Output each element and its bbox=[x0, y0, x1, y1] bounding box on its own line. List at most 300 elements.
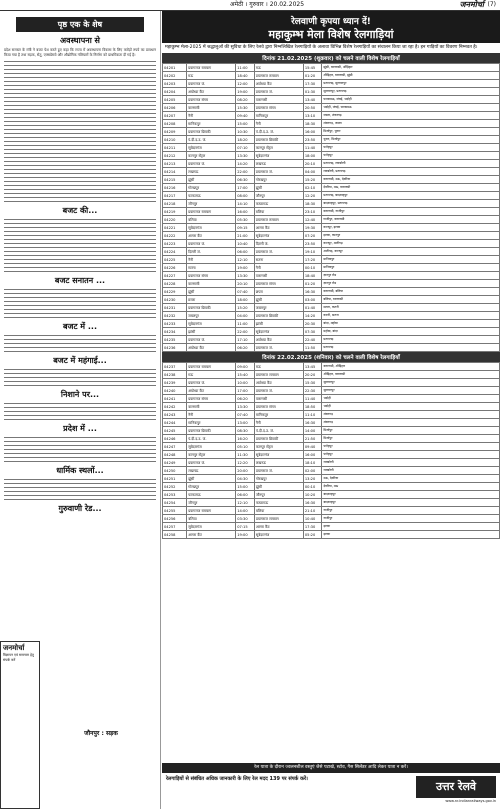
section-title: बजट में महंगाई... bbox=[53, 355, 107, 365]
table-cell: मऊ bbox=[187, 72, 236, 80]
table-cell: 08:00 bbox=[236, 192, 255, 200]
table-cell: 04233 bbox=[163, 320, 187, 328]
table-cell: महोबा, बांदा bbox=[322, 328, 500, 336]
table-cell: छपरा bbox=[187, 296, 236, 304]
website: www.nr.indianrailways.gov.in bbox=[445, 799, 496, 803]
table-cell: 01:20 bbox=[303, 280, 322, 288]
table-cell: झूंसी bbox=[254, 483, 303, 491]
table-row bbox=[163, 387, 500, 395]
table-cell: 04220 bbox=[163, 216, 187, 224]
table-cell: 10:40 bbox=[303, 515, 322, 523]
ad-text: विज्ञापन एवं समाचार हेतु संपर्क करें bbox=[3, 653, 34, 662]
table-row bbox=[163, 104, 500, 112]
table-cell: अयोध्या कैंट bbox=[254, 80, 303, 88]
table-cell: नैनी bbox=[254, 120, 303, 128]
table-cell: मऊ bbox=[187, 371, 236, 379]
table-cell: प्रयागराज जं. bbox=[254, 467, 303, 475]
table-cell: 04:30 bbox=[236, 475, 255, 483]
table-cell: जबलपुर bbox=[187, 312, 236, 320]
table-cell: मऊ bbox=[254, 363, 303, 371]
table-cell: मऊ, देवरिया bbox=[322, 475, 500, 483]
table-cell: आगरा कैंट bbox=[254, 224, 303, 232]
table-cell: वाराणसी bbox=[254, 96, 303, 104]
table-cell: 04235 bbox=[163, 336, 187, 344]
table-cell: आगरा कैंट bbox=[254, 523, 303, 531]
table-cell: भदोही bbox=[322, 403, 500, 411]
table-cell: 15:45 bbox=[303, 64, 322, 72]
table-cell: 04243 bbox=[163, 411, 187, 419]
table-cell: रायबरेली, प्रतापगढ़ bbox=[322, 168, 500, 176]
table-cell: मानिकपुर bbox=[254, 112, 303, 120]
table-row bbox=[163, 523, 500, 531]
table-cell: 06:00 bbox=[236, 248, 255, 256]
table-cell: सूबेदारगंज bbox=[254, 152, 303, 160]
table-cell: 15:30 bbox=[303, 379, 322, 387]
table-cell: पं.दी.द.उ. जं. bbox=[254, 427, 303, 435]
advertisement bbox=[0, 641, 40, 809]
table-cell: 14:00 bbox=[236, 507, 255, 515]
table-cell: 02:00 bbox=[303, 467, 322, 475]
table-cell: जौनपुर bbox=[254, 491, 303, 499]
table-cell: गोरखपुर bbox=[254, 475, 303, 483]
table-cell: 04219 bbox=[163, 208, 187, 216]
table-cell: कानपुर सेंट्रल bbox=[254, 443, 303, 451]
table-cell: 04258 bbox=[163, 531, 187, 539]
table-cell: 04217 bbox=[163, 192, 187, 200]
table-cell: 04202 bbox=[163, 72, 187, 80]
table-row bbox=[163, 256, 500, 264]
section-title: बजट की... bbox=[62, 205, 98, 215]
table-cell: 04255 bbox=[163, 507, 187, 515]
table-cell: 19:10 bbox=[303, 248, 322, 256]
table-cell: 18:10 bbox=[303, 459, 322, 467]
page-header bbox=[0, 0, 500, 11]
section-title: गुरुवाणी रेड... bbox=[58, 503, 102, 513]
table-cell: प्रयागराज जं. bbox=[254, 88, 303, 96]
table-cell: 18:50 bbox=[303, 403, 322, 411]
table-cell: दिल्ली जं. bbox=[254, 240, 303, 248]
table-cell: प्रयागराज जं. bbox=[254, 248, 303, 256]
table-cell: 20:10 bbox=[303, 160, 322, 168]
table-row bbox=[163, 64, 500, 72]
table-cell: प्रयागराज जं. bbox=[254, 168, 303, 176]
table-cell: मानिकपुर bbox=[322, 264, 500, 272]
table-cell: अयोध्या कैंट bbox=[187, 88, 236, 96]
section-title: जौनपुर : सड़क bbox=[84, 730, 118, 737]
table-row bbox=[163, 296, 500, 304]
table-cell: ज्ञानपुर रोड bbox=[322, 272, 500, 280]
table-cell: सुल्तानपुर, प्रतापगढ़ bbox=[322, 88, 500, 96]
section-header: दिनांक 22.02.2025 (शनिवार) को चलने वाली विशेष रेलगाड़ियाँ bbox=[162, 352, 500, 362]
table-cell: 04222 bbox=[163, 232, 187, 240]
table-cell: प्रतापगढ़, सुल्तानपुर bbox=[322, 80, 500, 88]
table-cell: 04252 bbox=[163, 483, 187, 491]
table-cell: 04216 bbox=[163, 184, 187, 192]
table-cell: 08:30 bbox=[236, 427, 255, 435]
table-cell: जौनपुर bbox=[254, 192, 303, 200]
table-cell: शंकरगढ़ bbox=[322, 411, 500, 419]
table-cell: 12:00 bbox=[236, 80, 255, 88]
text-lines bbox=[0, 289, 160, 318]
table-cell: मानिकपुर bbox=[254, 411, 303, 419]
table-cell: 16:00 bbox=[303, 451, 322, 459]
table-row bbox=[163, 272, 500, 280]
table-cell: प्रयागराज जं. bbox=[187, 80, 236, 88]
table-cell: 04240 bbox=[163, 387, 187, 395]
text-lines bbox=[0, 403, 160, 420]
table-cell: लखनऊ bbox=[254, 160, 303, 168]
table-cell: प्रयागराज छिवकी bbox=[187, 304, 236, 312]
table-cell: 00:10 bbox=[303, 264, 322, 272]
table-cell: 04:00 bbox=[303, 168, 322, 176]
left-column bbox=[0, 11, 161, 809]
table-cell: 04246 bbox=[163, 435, 187, 443]
table-cell: प्रयागराज संगम bbox=[254, 403, 303, 411]
table-cell: 12:20 bbox=[236, 459, 255, 467]
table-cell: 04254 bbox=[163, 499, 187, 507]
table-row bbox=[163, 459, 500, 467]
table-cell: फाफामऊ bbox=[254, 499, 303, 507]
table-cell: प्रयागराज रामबाग bbox=[254, 371, 303, 379]
table-cell: प्रयागराज छिवकी bbox=[187, 427, 236, 435]
footer bbox=[162, 774, 500, 809]
table-cell: सूबेदारगंज bbox=[254, 232, 303, 240]
table-cell: 04241 bbox=[163, 395, 187, 403]
table-cell: 04228 bbox=[163, 280, 187, 288]
table-cell: सूबेदारगंज bbox=[187, 523, 236, 531]
table-cell: फतेहपुर bbox=[322, 443, 500, 451]
table-cell: 21:50 bbox=[303, 435, 322, 443]
table-cell: 18:30 bbox=[303, 200, 322, 208]
table-cell: 04201 bbox=[163, 64, 187, 72]
table-cell: फतेहपुर bbox=[322, 144, 500, 152]
table-cell: 23:50 bbox=[303, 240, 322, 248]
table-row bbox=[163, 224, 500, 232]
table-cell: सूबेदारगंज bbox=[254, 328, 303, 336]
table-cell: 04230 bbox=[163, 296, 187, 304]
table-cell: प्रयागराज संगम bbox=[187, 272, 236, 280]
table-cell: 04212 bbox=[163, 152, 187, 160]
table-cell: औड़िहार, वाराणसी, झूंसी bbox=[322, 72, 500, 80]
table-cell: 04226 bbox=[163, 264, 187, 272]
table-cell: सतना bbox=[187, 264, 236, 272]
table-cell: देवरिया, मऊ bbox=[322, 483, 500, 491]
table-cell: वाराणसी bbox=[187, 104, 236, 112]
table-cell: 07:20 bbox=[303, 232, 322, 240]
table-cell: 04247 bbox=[163, 443, 187, 451]
table-cell: 22:00 bbox=[236, 328, 255, 336]
table-cell: 14:10 bbox=[236, 200, 255, 208]
table-cell: झांसी bbox=[187, 328, 236, 336]
table-cell: 22:40 bbox=[303, 336, 322, 344]
table-cell: बलिया, वाराणसी bbox=[322, 296, 500, 304]
table-cell: फाफामऊ bbox=[254, 200, 303, 208]
section-title: धार्मिक स्थलों... bbox=[56, 465, 104, 475]
text-lines bbox=[0, 437, 160, 462]
table-row bbox=[163, 451, 500, 459]
table-cell: 09:40 bbox=[236, 112, 255, 120]
header-date: अमेठी । गुरुवार । 20.02.2025 bbox=[230, 1, 305, 8]
table-cell: मऊ bbox=[254, 64, 303, 72]
table-cell: प्रयागराज संगम bbox=[187, 395, 236, 403]
table-cell: प्रयागराज संगम bbox=[187, 96, 236, 104]
table-cell: 19:00 bbox=[236, 88, 255, 96]
text-lines bbox=[0, 335, 160, 352]
table-row bbox=[163, 336, 500, 344]
text-lines bbox=[0, 369, 160, 386]
table-cell: 04236 bbox=[163, 344, 187, 352]
section-title: अवस्थापना से bbox=[60, 36, 100, 45]
table-cell: 22:30 bbox=[303, 387, 322, 395]
table-cell: 23:10 bbox=[303, 208, 322, 216]
table-cell: प्रयागराज छिवकी bbox=[254, 435, 303, 443]
table-cell: 14:00 bbox=[303, 427, 322, 435]
table-cell: 04205 bbox=[163, 96, 187, 104]
table-row bbox=[163, 320, 500, 328]
table-cell: 13:30 bbox=[236, 403, 255, 411]
table-cell: प्रयागराज छिवकी bbox=[254, 136, 303, 144]
table-cell: 19:00 bbox=[236, 531, 255, 539]
table-row bbox=[163, 531, 500, 539]
table-cell: 04238 bbox=[163, 371, 187, 379]
table-cell: 16:00 bbox=[236, 208, 255, 216]
table-row bbox=[163, 80, 500, 88]
table-cell: 04256 bbox=[163, 515, 187, 523]
table-cell: 04203 bbox=[163, 80, 187, 88]
table-cell: शंकरगढ़, जसरा bbox=[322, 120, 500, 128]
table-cell: प्रतापगढ़ bbox=[322, 344, 500, 352]
table-row bbox=[163, 499, 500, 507]
text-lines bbox=[0, 61, 160, 202]
table-cell: 04250 bbox=[163, 467, 187, 475]
section-title: निशाने पर... bbox=[60, 389, 100, 399]
table-cell: भदोही bbox=[322, 395, 500, 403]
table-cell: वाराणसी bbox=[187, 403, 236, 411]
table-cell: प्रयागराज जं. bbox=[187, 240, 236, 248]
table-cell: शंकरगढ़ bbox=[322, 419, 500, 427]
table-cell: बादशाहपुर bbox=[322, 499, 500, 507]
table-row bbox=[163, 411, 500, 419]
table-row bbox=[163, 128, 500, 136]
train-table-2 bbox=[162, 362, 500, 539]
table-cell: 12:10 bbox=[236, 499, 255, 507]
table-cell: 04232 bbox=[163, 312, 187, 320]
table-cell: 15:40 bbox=[236, 371, 255, 379]
table-cell: वाराणसी, मऊ, देवरिया bbox=[322, 176, 500, 184]
table-cell: प्रयागराज संगम bbox=[254, 104, 303, 112]
table-cell: मिर्जापुर bbox=[322, 427, 500, 435]
table-cell: झूंसी bbox=[254, 184, 303, 192]
table-cell: 04215 bbox=[163, 176, 187, 184]
table-cell: प्रयागराज रामबाग bbox=[187, 64, 236, 72]
table-cell: 04229 bbox=[163, 288, 187, 296]
banner-line2: महाकुम्भ मेला विशेष रेलगाड़ियां bbox=[268, 28, 394, 41]
table-cell: 09:40 bbox=[303, 443, 322, 451]
table-cell: लखनऊ bbox=[187, 467, 236, 475]
table-cell: 04227 bbox=[163, 272, 187, 280]
table-row bbox=[163, 240, 500, 248]
table-row bbox=[163, 248, 500, 256]
notice-banner bbox=[162, 11, 500, 43]
table-cell: 20:30 bbox=[303, 320, 322, 328]
table-cell: फतेहपुर bbox=[322, 152, 500, 160]
table-cell: गोरखपुर bbox=[254, 176, 303, 184]
table-cell: नैनी bbox=[254, 264, 303, 272]
table-cell: 09:00 bbox=[236, 363, 255, 371]
table-cell: 04231 bbox=[163, 304, 187, 312]
table-row bbox=[163, 216, 500, 224]
table-cell: अयोध्या कैंट bbox=[254, 336, 303, 344]
left-heading: पृष्ठ एक के शेष bbox=[16, 17, 144, 32]
table-cell: नैनी bbox=[187, 112, 236, 120]
table-cell: नैनी bbox=[254, 419, 303, 427]
table-cell: 19:00 bbox=[236, 264, 255, 272]
table-cell: 04253 bbox=[163, 491, 187, 499]
table-cell: 16:30 bbox=[303, 499, 322, 507]
table-cell: झूंसी bbox=[254, 296, 303, 304]
table-cell: जौनपुर bbox=[187, 499, 236, 507]
table-cell: 17:20 bbox=[303, 256, 322, 264]
table-cell: 05:10 bbox=[236, 443, 255, 451]
table-cell: प्रयागराज रामबाग bbox=[254, 515, 303, 523]
table-cell: 08:20 bbox=[236, 96, 255, 104]
table-cell: 10:20 bbox=[303, 491, 322, 499]
table-row bbox=[163, 363, 500, 371]
table-cell: 09:15 bbox=[236, 224, 255, 232]
table-cell: बादशाहपुर bbox=[322, 491, 500, 499]
table-cell: 13:30 bbox=[236, 152, 255, 160]
ad-logo: जनमोर्चा bbox=[3, 644, 25, 652]
table-cell: आगरा कैंट bbox=[187, 232, 236, 240]
table-row bbox=[163, 264, 500, 272]
table-cell: 06:30 bbox=[236, 176, 255, 184]
table-row bbox=[163, 208, 500, 216]
table-row bbox=[163, 288, 500, 296]
table-cell: 13:20 bbox=[303, 475, 322, 483]
table-cell: 15:00 bbox=[236, 120, 255, 128]
table-cell: सतना, कटनी bbox=[322, 304, 500, 312]
table-row bbox=[163, 395, 500, 403]
table-row bbox=[163, 184, 500, 192]
table-cell: 20:20 bbox=[303, 371, 322, 379]
table-cell: प्रतापगढ़, रायबरेली bbox=[322, 160, 500, 168]
table-cell: कानपुर सेंट्रल bbox=[187, 152, 236, 160]
table-cell: जौनपुर bbox=[187, 200, 236, 208]
table-cell: 14:20 bbox=[236, 160, 255, 168]
table-row bbox=[163, 475, 500, 483]
table-cell: 18:40 bbox=[236, 72, 255, 80]
table-cell: गोरखपुर bbox=[187, 184, 236, 192]
table-cell: कानपुर सेंट्रल bbox=[187, 451, 236, 459]
table-cell: 04210 bbox=[163, 136, 187, 144]
table-cell: 04242 bbox=[163, 403, 187, 411]
table-cell: 12:40 bbox=[303, 216, 322, 224]
table-cell: 16:20 bbox=[236, 435, 255, 443]
table-cell: 07:40 bbox=[236, 288, 255, 296]
table-cell: 04213 bbox=[163, 160, 187, 168]
table-row bbox=[163, 176, 500, 184]
table-cell: प्रयागराज जं. bbox=[254, 387, 303, 395]
train-table-1 bbox=[162, 63, 500, 352]
table-cell: 10:40 bbox=[236, 240, 255, 248]
table-cell: प्रयागराज जं. bbox=[187, 379, 236, 387]
table-cell: मानिकपुर bbox=[187, 120, 236, 128]
table-cell: झूंसी bbox=[187, 176, 236, 184]
table-cell: 10:00 bbox=[236, 379, 255, 387]
table-cell: रायबरेली bbox=[322, 467, 500, 475]
table-cell: प्रयागराज रामबाग bbox=[187, 208, 236, 216]
table-cell: 04234 bbox=[163, 328, 187, 336]
table-cell: 04239 bbox=[163, 379, 187, 387]
table-cell: 16:30 bbox=[303, 288, 322, 296]
table-cell: 13:40 bbox=[303, 96, 322, 104]
table-cell: प्रयागराज जं. bbox=[187, 459, 236, 467]
table-row bbox=[163, 435, 500, 443]
section-header: दिनांक 21.02.2025 (शुक्रवार) को चलने वाली विशेष रेलगाड़ियाँ bbox=[162, 53, 500, 63]
table-row bbox=[163, 88, 500, 96]
table-cell: 04209 bbox=[163, 128, 187, 136]
table-cell: 20:00 bbox=[236, 467, 255, 475]
table-cell: 01:40 bbox=[303, 304, 322, 312]
table-cell: 11:00 bbox=[236, 64, 255, 72]
table-cell: फतेहपुर bbox=[322, 451, 500, 459]
section-title: बजट में ... bbox=[62, 321, 97, 331]
table-cell: रायबरेली bbox=[322, 459, 500, 467]
table-cell: 18:00 bbox=[303, 152, 322, 160]
table-row bbox=[163, 136, 500, 144]
table-row bbox=[163, 515, 500, 523]
table-cell: प्रयागराज जं. bbox=[187, 336, 236, 344]
table-cell: नैनी bbox=[187, 256, 236, 264]
section-title: प्रदेश में ... bbox=[63, 423, 97, 433]
table-cell: फाफामऊ, जंघई, भदोही bbox=[322, 96, 500, 104]
table-cell: 05:20 bbox=[303, 531, 322, 539]
table-cell: 15:20 bbox=[303, 176, 322, 184]
table-cell: 01:20 bbox=[303, 72, 322, 80]
table-cell: 16:00 bbox=[303, 128, 322, 136]
table-cell: 17:00 bbox=[236, 184, 255, 192]
table-cell: प्रयागराज रामबाग bbox=[187, 363, 236, 371]
table-cell: 04244 bbox=[163, 419, 187, 427]
table-cell: 18:40 bbox=[303, 272, 322, 280]
table-row bbox=[163, 312, 500, 320]
table-cell: 04248 bbox=[163, 451, 187, 459]
table-cell: प्रयागराज रामबाग bbox=[254, 216, 303, 224]
footer-message: रेलगाड़ियों से संबंधित अधिक जानकारी के लिए रेल मदद 139 पर संपर्क करें। bbox=[166, 776, 308, 782]
table-cell: 17:30 bbox=[303, 80, 322, 88]
table-cell: 03:00 bbox=[303, 296, 322, 304]
table-cell: प्रयागराज जं. bbox=[254, 344, 303, 352]
table-cell: 21:00 bbox=[236, 232, 255, 240]
table-cell: जसरा, शंकरगढ़ bbox=[322, 112, 500, 120]
table-cell: सूबेदारगंज bbox=[254, 451, 303, 459]
table-row bbox=[163, 427, 500, 435]
table-row bbox=[163, 371, 500, 379]
table-cell: 22:00 bbox=[236, 168, 255, 176]
table-cell: मानिकपुर bbox=[322, 256, 500, 264]
table-row bbox=[163, 483, 500, 491]
railway-notice bbox=[162, 11, 500, 809]
table-cell: 13:30 bbox=[236, 272, 255, 280]
table-cell: झांसी bbox=[254, 320, 303, 328]
table-cell: इटावा bbox=[322, 523, 500, 531]
table-cell: बादशाहपुर, प्रतापगढ़ bbox=[322, 200, 500, 208]
table-cell: 16:30 bbox=[303, 419, 322, 427]
table-cell: भदोही, जंघई, फाफामऊ bbox=[322, 104, 500, 112]
railway-logo: उत्तर रेलवे bbox=[416, 776, 496, 798]
table-row bbox=[163, 120, 500, 128]
table-cell: 04251 bbox=[163, 475, 187, 483]
